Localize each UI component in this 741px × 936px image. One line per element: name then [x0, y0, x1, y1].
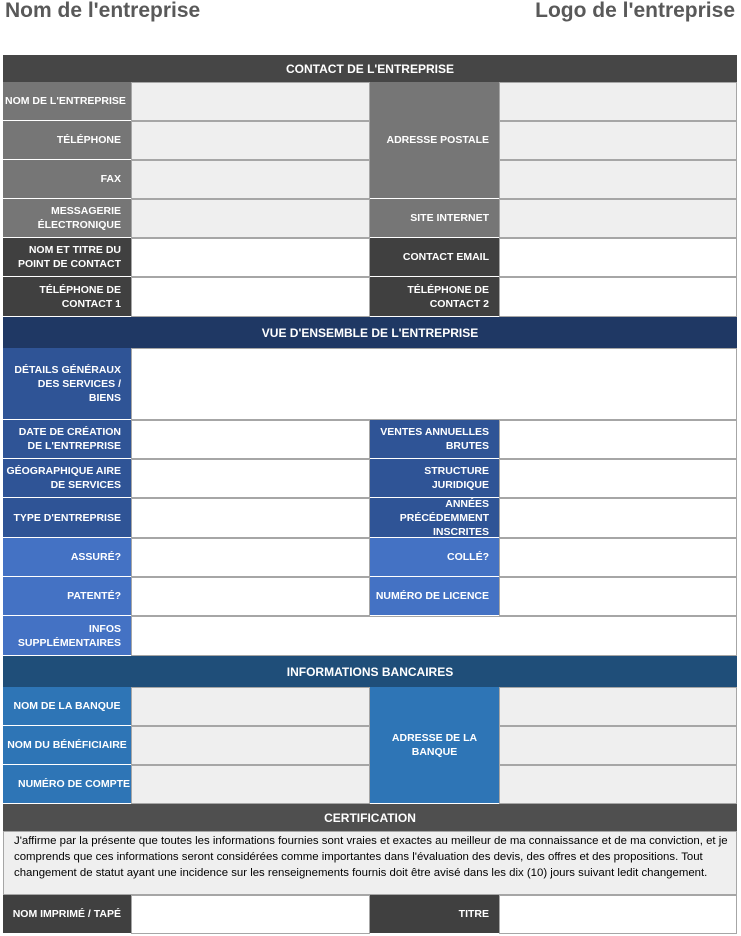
bank-address-field-3[interactable] — [499, 765, 737, 804]
additional-info-label: INFOS SUPPLÉMENTAIRES — [3, 616, 131, 656]
business-type-label: TYPE D'ENTREPRISE — [3, 498, 131, 538]
signer-title-label: TITRE — [370, 895, 499, 934]
bank-name-label: NOM DE LA BANQUE — [3, 687, 131, 726]
service-area-field[interactable] — [131, 459, 370, 498]
account-number-field[interactable] — [131, 765, 370, 804]
creation-date-field[interactable] — [131, 420, 370, 459]
licensed-label: PATENTÉ? — [3, 577, 131, 616]
website-field[interactable] — [499, 199, 737, 238]
company-name-heading: Nom de l'entreprise — [5, 0, 201, 22]
email-label: MESSAGERIE ÉLECTRONIQUE — [3, 199, 131, 238]
postal-address-label: ADRESSE POSTALE — [370, 82, 499, 199]
bank-address-field-1[interactable] — [499, 687, 737, 726]
postal-address-field-3[interactable] — [499, 160, 737, 199]
bank-name-field[interactable] — [131, 687, 370, 726]
license-number-field[interactable] — [499, 577, 737, 616]
additional-info-field[interactable] — [131, 616, 737, 656]
email-field[interactable] — [131, 199, 370, 238]
business-type-field[interactable] — [131, 498, 370, 538]
overview-section-header: VUE D'ENSEMBLE DE L'ENTREPRISE — [3, 317, 737, 348]
certification-section-header: CERTIFICATION — [3, 804, 737, 831]
details-field[interactable] — [131, 348, 737, 420]
beneficiary-label: NOM DU BÉNÉFICIAIRE — [3, 726, 131, 765]
bonded-label: COLLÉ? — [370, 538, 499, 577]
licensed-field[interactable] — [131, 577, 370, 616]
annual-sales-label: VENTES ANNUELLES BRUTES — [370, 420, 499, 459]
printed-name-label: NOM IMPRIMÉ / TAPÉ — [3, 895, 131, 934]
contact-name-field[interactable] — [131, 238, 370, 277]
fax-label: FAX — [3, 160, 131, 199]
contact-email-label: CONTACT EMAIL — [370, 238, 499, 277]
contact-phone1-label: TÉLÉPHONE DE CONTACT 1 — [3, 277, 131, 317]
bonded-field[interactable] — [499, 538, 737, 577]
service-area-label: GÉOGRAPHIQUE AIRE DE SERVICES — [3, 459, 131, 498]
years-listed-label: ANNÉES PRÉCÉDEMMENT INSCRITES — [370, 498, 499, 538]
beneficiary-field[interactable] — [131, 726, 370, 765]
certification-statement: J'affirme par la présente que toutes les informations fournies sont vraies et exactes au meilleur de ma connaissance et de ma conviction, et je comprends que ces informations seront considérées comme importantes dans l'évaluation des devis, des offres et des propositions. Tout changement de statut ayant une incidence sur les renseignements fournis doit être avisé dans les dix (10) jours suivant ledit changement. — [3, 831, 737, 895]
bank-address-label: ADRESSE DE LA BANQUE — [370, 687, 499, 804]
legal-structure-label: STRUCTURE JURIDIQUE — [370, 459, 499, 498]
contact-phone2-label: TÉLÉPHONE DE CONTACT 2 — [370, 277, 499, 317]
creation-date-label: DATE DE CRÉATION DE L'ENTREPRISE — [3, 420, 131, 459]
company-logo-placeholder: Logo de l'entreprise — [535, 0, 735, 22]
postal-address-field-2[interactable] — [499, 121, 737, 160]
banking-section-header: INFORMATIONS BANCAIRES — [3, 656, 737, 687]
company-name-field[interactable] — [131, 82, 370, 121]
contact-name-label: NOM ET TITRE DU POINT DE CONTACT — [3, 238, 131, 277]
fax-field[interactable] — [131, 160, 370, 199]
bank-address-field-2[interactable] — [499, 726, 737, 765]
phone-label: TÉLÉPHONE — [3, 121, 131, 160]
years-listed-field[interactable] — [499, 498, 737, 538]
contact-phone1-field[interactable] — [131, 277, 370, 317]
signer-title-field[interactable] — [499, 895, 737, 934]
phone-field[interactable] — [131, 121, 370, 160]
annual-sales-field[interactable] — [499, 420, 737, 459]
insured-field[interactable] — [131, 538, 370, 577]
contact-section-header: CONTACT DE L'ENTREPRISE — [3, 55, 737, 82]
account-number-label: NUMÉRO DE COMPTE — [3, 765, 131, 804]
contact-phone2-field[interactable] — [499, 277, 737, 317]
company-name-label: NOM DE L'ENTREPRISE — [3, 82, 131, 121]
legal-structure-field[interactable] — [499, 459, 737, 498]
details-label: DÉTAILS GÉNÉRAUX DES SERVICES / BIENS — [3, 348, 131, 420]
insured-label: ASSURÉ? — [3, 538, 131, 577]
website-label: SITE INTERNET — [370, 199, 499, 238]
postal-address-field-1[interactable] — [499, 82, 737, 121]
contact-email-field[interactable] — [499, 238, 737, 277]
printed-name-field[interactable] — [131, 895, 370, 934]
license-number-label: NUMÉRO DE LICENCE — [370, 577, 499, 616]
